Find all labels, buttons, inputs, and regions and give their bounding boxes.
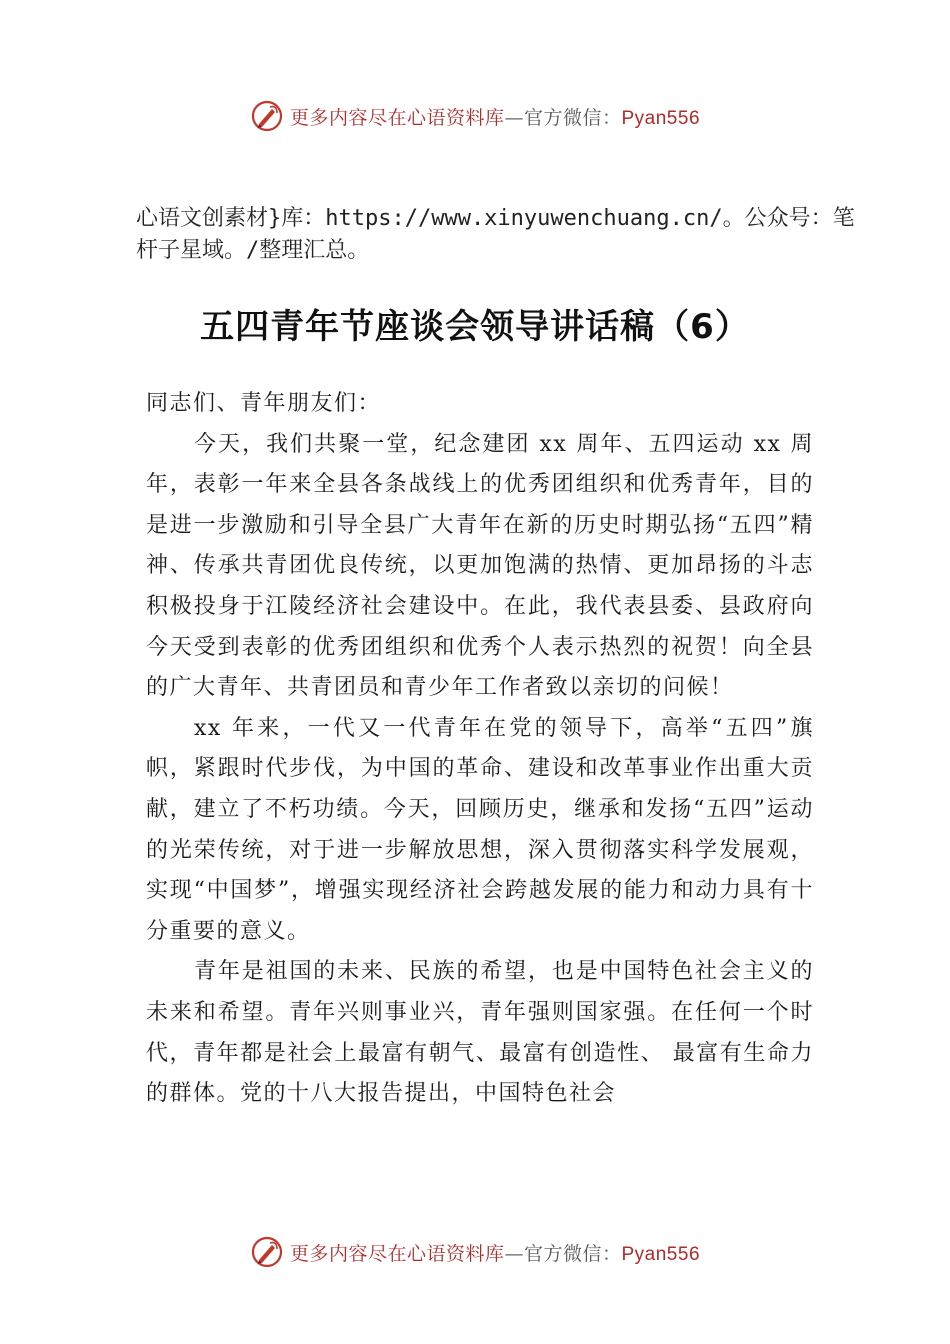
document-title: 五四青年节座谈会领导讲话稿（6）: [200, 307, 750, 347]
banner-main-text: 更多内容尽在心语资料库: [289, 1242, 505, 1265]
header-banner: [0, 94, 950, 138]
banner-text: [290, 103, 700, 130]
banner-separator: —: [504, 1242, 524, 1265]
banner-label: 官方微信：: [523, 1242, 622, 1265]
banner-text: [290, 1239, 700, 1266]
paragraph: xx 年来，一代又一代青年在党的领导下，高举“五四”旗帜，紧跟时代步伐，为中国的革命、建设和改革事业作出重大贡献，建立了不朽功绩。今天，回顾历史，继承和发扬“五四”运动的光荣传统，对于进一步解放思想，深入贯彻落实科学发展观，实现“中国梦”，增强实现经济社会跨越发展的能力和动力具有十分重要的意义。: [146, 715, 814, 944]
footer-banner: [0, 1230, 950, 1274]
paragraph: 青年是祖国的未来、民族的希望，也是中国特色社会主义的未来和希望。青年兴则事业兴，青年强则国家强。在任何一个时代，青年都是社会上最富有朝气、最富有创造性、 最富有生命力的群体。党的十八大报告提出，中国特色社会: [146, 959, 814, 1107]
paragraph: 今天，我们共聚一堂，纪念建团 xx 周年、五四运动 xx 周年，表彰一年来全县各条战线上的优秀团组织和优秀青年，目的是进一步激励和引导全县广大青年在新的历史时期弘扬“五四”精神、传承共青团优良传统，以更加饱满的热情、更加昂扬的斗志积极投身于江陵经济社会建设中。在此，我代表县委、县政府向今天受到表彰的优秀团组织和优秀个人表示热烈的祝贺！向全县的广大青年、共青团员和青少年工作者致以亲切的问候！: [146, 431, 814, 701]
banner-label: 官方微信：: [523, 106, 622, 129]
banner-separator: —: [504, 106, 524, 129]
banner-main-text: 更多内容尽在心语资料库: [289, 106, 505, 129]
salutation: 同志们、青年朋友们：: [146, 391, 382, 416]
banner-wechat-id: Pyan556: [621, 107, 701, 129]
source-note: 心语文创素材}库：https://www.xinyuwenchuang.cn/。公众号：笔杆子星域。/整理汇总。: [136, 206, 855, 263]
pen-logo-icon: [250, 1235, 284, 1269]
document-body: [146, 384, 814, 1115]
banner-wechat-id: Pyan556: [621, 1243, 701, 1265]
pen-logo-icon: [250, 99, 284, 133]
